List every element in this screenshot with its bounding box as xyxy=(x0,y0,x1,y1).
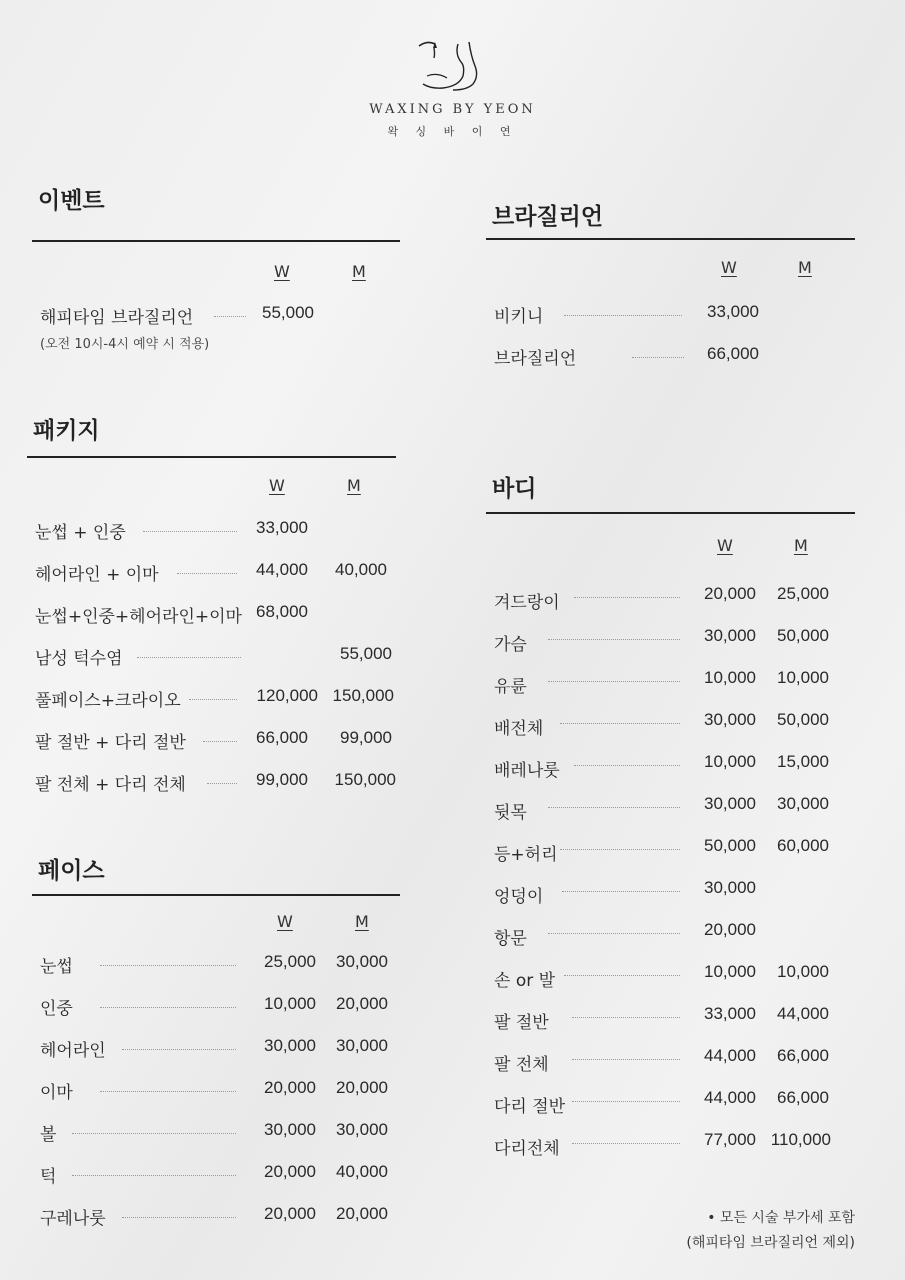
price-w: 33,000 xyxy=(256,518,308,537)
price-w: 20,000 xyxy=(264,1162,316,1181)
price-row xyxy=(486,962,855,992)
price-w: 25,000 xyxy=(264,952,316,971)
section-title: 페이스 xyxy=(38,858,105,884)
price-row xyxy=(486,752,855,782)
price-w: 120,000 xyxy=(256,686,318,705)
price-w: 10,000 xyxy=(704,752,756,771)
price-w: 30,000 xyxy=(704,626,756,645)
dotted-leader xyxy=(548,681,680,682)
dotted-leader xyxy=(548,933,680,934)
price-m: 50,000 xyxy=(777,710,829,729)
item-label: 겨드랑이 xyxy=(494,593,560,613)
price-row xyxy=(32,1204,400,1234)
price-row xyxy=(32,952,400,982)
price-row xyxy=(486,1046,855,1076)
dotted-leader xyxy=(100,1007,236,1008)
item-label: 이마 xyxy=(40,1083,73,1103)
body-section xyxy=(486,470,855,1170)
dotted-leader xyxy=(100,965,236,966)
dotted-leader xyxy=(189,699,237,700)
price-w: 30,000 xyxy=(704,878,756,897)
event-section xyxy=(32,182,400,362)
item-label: 유륜 xyxy=(494,677,527,697)
column-header-m: M xyxy=(798,258,812,277)
price-m: 30,000 xyxy=(336,1036,388,1055)
item-label: 팔 전체 + 다리 전체 xyxy=(35,775,186,795)
item-label: 브라질리언 xyxy=(494,349,577,369)
item-label: 등+허리 xyxy=(494,845,558,865)
section-title: 바디 xyxy=(492,476,537,502)
price-row xyxy=(486,878,855,908)
price-row xyxy=(27,644,396,674)
price-w: 99,000 xyxy=(256,770,308,789)
price-w: 66,000 xyxy=(256,728,308,747)
price-w: 77,000 xyxy=(704,1130,756,1149)
dotted-leader xyxy=(572,1017,680,1018)
price-row xyxy=(32,303,400,333)
item-label: 남성 턱수염 xyxy=(35,649,123,669)
price-row xyxy=(27,728,396,758)
item-label: 팔 절반 xyxy=(494,1013,549,1033)
item-label: 가슴 xyxy=(494,635,527,655)
section-title: 패키지 xyxy=(33,418,100,444)
price-row xyxy=(32,1036,400,1066)
item-label: 팔 절반 + 다리 절반 xyxy=(35,733,186,753)
item-label: 턱 xyxy=(40,1167,57,1187)
dotted-leader xyxy=(137,657,241,658)
item-label: 헤어라인 xyxy=(40,1041,106,1061)
item-label: 볼 xyxy=(40,1125,57,1145)
item-label: 뒷목 xyxy=(494,803,527,823)
item-label: 해피타임 브라질리언 xyxy=(40,308,194,328)
item-label: 헤어라인 + 이마 xyxy=(35,565,159,585)
price-w: 44,000 xyxy=(704,1088,756,1107)
dotted-leader xyxy=(72,1133,236,1134)
item-label: 팔 전체 xyxy=(494,1055,549,1075)
price-w: 68,000 xyxy=(256,602,308,621)
brazilian-section xyxy=(486,198,855,378)
price-w: 20,000 xyxy=(704,584,756,603)
price-row xyxy=(486,710,855,740)
price-row xyxy=(486,584,855,614)
item-label: 배레나룻 xyxy=(494,761,560,781)
dotted-leader xyxy=(122,1049,236,1050)
column-header-m: M xyxy=(355,912,369,931)
column-header-w: W xyxy=(269,476,285,495)
price-w: 55,000 xyxy=(262,303,314,322)
dotted-leader xyxy=(100,1091,236,1092)
item-label: 손 or 발 xyxy=(494,971,556,991)
price-m: 15,000 xyxy=(777,752,829,771)
dotted-leader xyxy=(548,807,680,808)
price-row xyxy=(486,668,855,698)
brand-logo xyxy=(0,36,905,139)
vat-note-line: • 모든 시술 부가세 포함 xyxy=(707,1210,855,1226)
price-m: 60,000 xyxy=(777,836,829,855)
price-row xyxy=(32,1162,400,1192)
dotted-leader xyxy=(72,1175,236,1176)
price-row xyxy=(32,1120,400,1150)
section-divider xyxy=(32,894,400,896)
price-m: 55,000 xyxy=(340,644,392,663)
dotted-leader xyxy=(564,975,680,976)
price-row xyxy=(486,344,855,374)
dotted-leader xyxy=(548,639,680,640)
price-w: 50,000 xyxy=(704,836,756,855)
column-header-w: W xyxy=(277,912,293,931)
price-w: 66,000 xyxy=(707,344,759,363)
price-row xyxy=(486,1130,855,1160)
vat-note xyxy=(686,1206,855,1256)
price-m: 10,000 xyxy=(777,668,829,687)
price-m: 150,000 xyxy=(332,686,394,705)
price-m: 20,000 xyxy=(336,994,388,1013)
price-m: 30,000 xyxy=(777,794,829,813)
package-section xyxy=(27,412,396,802)
price-m: 30,000 xyxy=(336,952,388,971)
price-row xyxy=(486,1088,855,1118)
dotted-leader xyxy=(207,783,237,784)
brand-name-en: WAXING BY YEON xyxy=(369,102,536,117)
price-m: 110,000 xyxy=(770,1130,831,1149)
column-header-w: W xyxy=(274,262,290,281)
column-header-m: M xyxy=(352,262,366,281)
price-w: 33,000 xyxy=(704,1004,756,1023)
price-row xyxy=(27,560,396,590)
vat-exception-line: (해피타임 브라질리언 제외) xyxy=(686,1235,855,1251)
item-label: 비키니 xyxy=(494,307,544,327)
dotted-leader xyxy=(143,531,237,532)
dotted-leader xyxy=(572,1143,680,1144)
price-row xyxy=(486,794,855,824)
price-row xyxy=(486,836,855,866)
price-row xyxy=(32,1078,400,1108)
item-label: 풀페이스+크라이오 xyxy=(35,691,181,711)
price-m: 40,000 xyxy=(335,560,387,579)
item-label: 구레나룻 xyxy=(40,1209,106,1229)
item-label: 엉덩이 xyxy=(494,887,544,907)
brand-name-ko: 왁 싱 바 이 연 xyxy=(387,125,518,138)
price-row xyxy=(27,602,396,632)
price-w: 10,000 xyxy=(704,668,756,687)
face-section xyxy=(32,852,400,1242)
price-w: 33,000 xyxy=(707,302,759,321)
section-title: 이벤트 xyxy=(38,188,105,214)
dotted-leader xyxy=(122,1217,236,1218)
dotted-leader xyxy=(632,357,684,358)
price-w: 20,000 xyxy=(264,1078,316,1097)
column-header-m: M xyxy=(347,476,361,495)
dotted-leader xyxy=(562,891,680,892)
dotted-leader xyxy=(560,723,680,724)
section-title: 브라질리언 xyxy=(492,204,604,230)
dotted-leader xyxy=(177,573,237,574)
dotted-leader xyxy=(574,765,680,766)
price-w: 30,000 xyxy=(704,794,756,813)
price-row xyxy=(27,518,396,548)
section-divider xyxy=(486,512,855,514)
section-divider xyxy=(32,240,400,242)
event-time-note: (오전 10시-4시 예약 시 적용) xyxy=(40,337,210,352)
price-m: 44,000 xyxy=(777,1004,829,1023)
dotted-leader xyxy=(572,1059,680,1060)
price-m: 30,000 xyxy=(336,1120,388,1139)
price-w: 20,000 xyxy=(264,1204,316,1223)
dotted-leader xyxy=(214,316,246,317)
price-m: 20,000 xyxy=(336,1204,388,1223)
price-row xyxy=(486,1004,855,1034)
price-m: 50,000 xyxy=(777,626,829,645)
price-m: 66,000 xyxy=(777,1046,829,1065)
item-label: 눈썹 xyxy=(40,957,73,977)
item-label: 배전체 xyxy=(494,719,544,739)
section-divider xyxy=(27,456,396,458)
price-w: 10,000 xyxy=(704,962,756,981)
price-row xyxy=(486,302,855,332)
price-m: 99,000 xyxy=(340,728,392,747)
price-m: 10,000 xyxy=(777,962,829,981)
price-w: 44,000 xyxy=(256,560,308,579)
price-row xyxy=(27,686,396,716)
dotted-leader xyxy=(574,597,680,598)
price-w: 30,000 xyxy=(264,1036,316,1055)
item-label: 다리전체 xyxy=(494,1139,560,1159)
price-row xyxy=(486,920,855,950)
column-header-m: M xyxy=(794,536,808,555)
dotted-leader xyxy=(203,741,237,742)
price-m: 40,000 xyxy=(336,1162,388,1181)
price-w: 10,000 xyxy=(264,994,316,1013)
price-m: 150,000 xyxy=(334,770,396,789)
item-label: 항문 xyxy=(494,929,527,949)
dotted-leader xyxy=(564,315,682,316)
price-row xyxy=(32,994,400,1024)
dotted-leader xyxy=(560,849,680,850)
item-label: 눈썹+인중+헤어라인+이마 xyxy=(35,607,242,627)
price-w: 30,000 xyxy=(264,1120,316,1139)
leg-wax-logo-icon xyxy=(413,36,493,94)
price-m: 66,000 xyxy=(777,1088,829,1107)
price-row xyxy=(27,770,396,800)
column-header-w: W xyxy=(717,536,733,555)
price-w: 20,000 xyxy=(704,920,756,939)
price-w: 30,000 xyxy=(704,710,756,729)
price-m: 25,000 xyxy=(777,584,829,603)
price-row xyxy=(486,626,855,656)
price-w: 44,000 xyxy=(704,1046,756,1065)
item-label: 눈썹 + 인중 xyxy=(35,523,126,543)
item-label: 다리 절반 xyxy=(494,1097,566,1117)
section-divider xyxy=(486,238,855,240)
dotted-leader xyxy=(572,1101,680,1102)
item-label: 인중 xyxy=(40,999,73,1019)
column-header-w: W xyxy=(721,258,737,277)
price-m: 20,000 xyxy=(336,1078,388,1097)
